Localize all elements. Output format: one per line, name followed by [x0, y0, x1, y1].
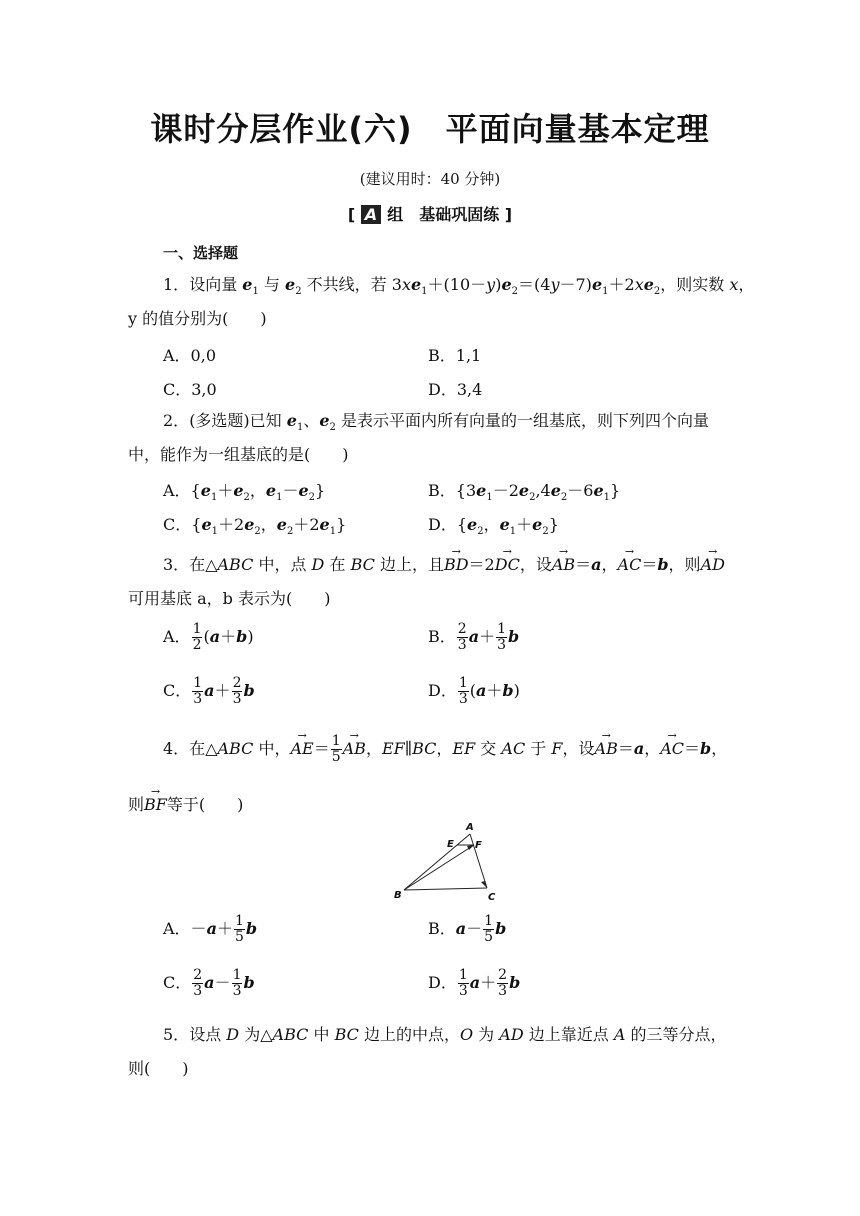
group-tag: A	[361, 205, 381, 224]
figure-label-b: B	[394, 890, 402, 901]
group-label: 组 基础巩固练	[387, 205, 500, 224]
option-a: A．0,0	[163, 346, 217, 365]
question-number: 1．	[163, 275, 190, 294]
option-d: D．3,4	[428, 380, 483, 399]
figure-label-a: A	[466, 822, 474, 833]
figure-label-f: F	[475, 840, 482, 851]
option-b: B．$\{3e_1-2e_2,4e_2-6e_1\}$	[428, 481, 621, 504]
question-number: 3．	[163, 555, 190, 574]
option-a: A．{$e_1+e_2$，$e_1-e_2$}	[163, 481, 326, 504]
triangle-figure	[390, 820, 500, 904]
question-1-line-1: 1．设向量 $e_1$ 与 $e_2$ 不共线，若 $3xe_1+(10-y)e_2=(4y-7)e_1+2xe_2$，则实数 x，	[163, 275, 755, 298]
option-b: B．1,1	[428, 346, 482, 365]
question-4-line-1: 4．在△ABC 中，→ AE＝ $\frac{1}{5}$ → AB，EF∥BC，EF 交 AC 于 F，设→ AB＝a，→ AC＝b，	[163, 732, 727, 766]
page-title: 课时分层作业(六) 平面向量基本定理	[150, 110, 710, 148]
group-close-bracket: ]	[504, 205, 513, 224]
question-4-stem-tail: 等于( )	[166, 795, 244, 814]
option-a: A． $\frac{1}{2}$ (a＋b)	[163, 621, 254, 653]
question-1-line-2: y 的值分别为( )	[128, 309, 267, 328]
group-header	[0, 202, 860, 225]
group-open-bracket: [	[347, 205, 356, 224]
question-5-line-2: 则( )	[128, 1059, 189, 1078]
figure-label-e: E	[447, 839, 454, 850]
question-2-line-2: 中，能作为一组基底的是( )	[128, 445, 349, 464]
option-c: C． $\frac{1}{3}$ a＋ $\frac{2}{3}$ b	[163, 675, 255, 707]
option-b: B． $\frac{2}{3}$ a＋ $\frac{1}{3}$ b	[428, 621, 520, 653]
question-number: 5．	[163, 1025, 190, 1044]
question-number: 4．	[163, 739, 190, 758]
figure-label-c: C	[488, 892, 496, 903]
suggested-time: (建议用时：40 分钟)	[359, 170, 501, 188]
option-d: D． $\frac{1}{3}$ a＋ $\frac{2}{3}$ b	[428, 967, 521, 999]
option-d: D．{$e_2$，$e_1+e_2$}	[428, 515, 559, 538]
question-2-line-1: 2．(多选题)已知 $e_1$、$e_2$ 是表示平面内所有向量的一组基底，则下列四个向量	[163, 411, 709, 434]
option-d: D． $\frac{1}{3}$ (a＋b)	[428, 675, 520, 707]
section-heading: 一、选择题	[163, 244, 239, 262]
question-3-line-2: 可用基底 a，b 表示为( )	[128, 589, 331, 608]
option-c: C．{$e_1+2e_2$，$e_2+2e_1$}	[163, 515, 347, 538]
question-5-line-1: 5．设点 D 为△ABC 中 BC 边上的中点，O 为 AD 边上靠近点 A 的三等分点，	[163, 1025, 727, 1044]
option-b: B．a－ $\frac{1}{5}$ b	[428, 913, 507, 945]
option-a: A．－a＋ $\frac{1}{5}$ b	[163, 913, 258, 945]
question-3-line-1: 3．在△ABC 中，点 D 在 BC 边上，且→ BD＝2→ DC，设→ AB＝a，→ AC＝b，则→ AD	[163, 548, 725, 582]
question-4-line-2: 则→ BF等于( )	[128, 788, 243, 822]
question-number: 2．	[163, 411, 190, 430]
option-c: C．3,0	[163, 380, 217, 399]
option-c: C． $\frac{2}{3}$ a－ $\frac{1}{3}$ b	[163, 967, 255, 999]
